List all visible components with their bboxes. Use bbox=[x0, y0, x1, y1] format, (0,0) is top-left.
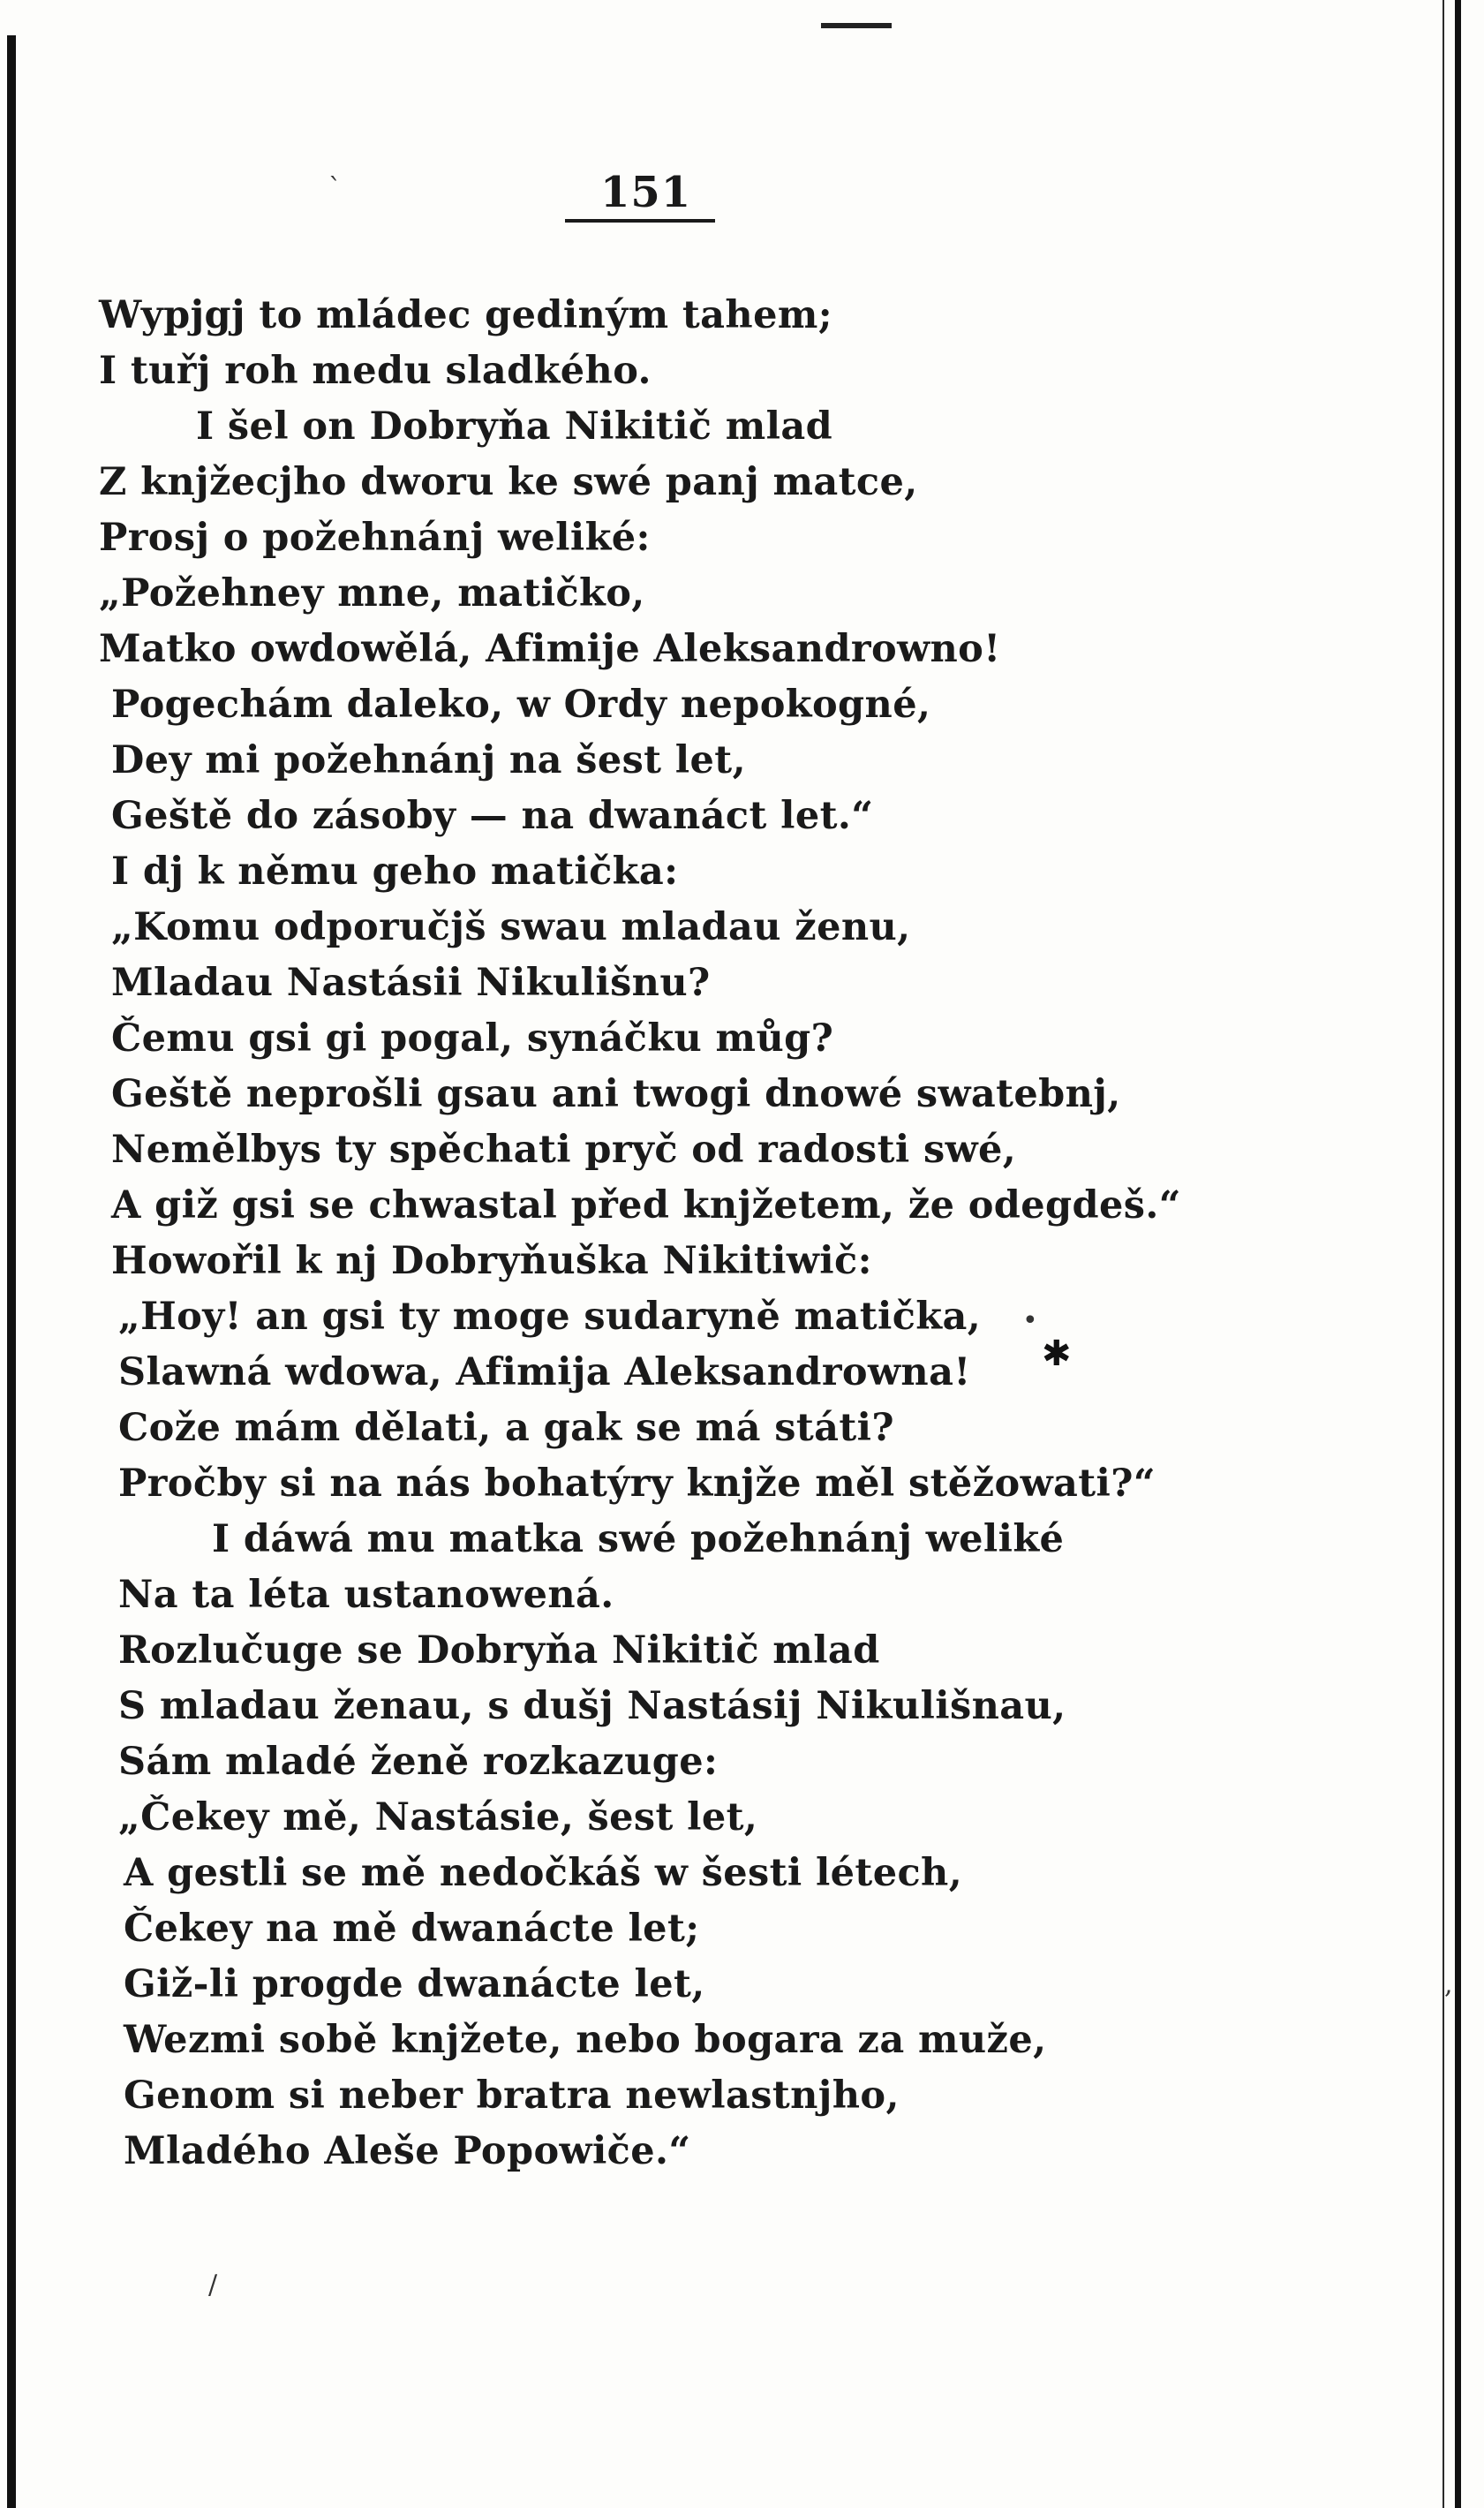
poem-line: Cože mám dělati, a gak se má státi? bbox=[118, 1406, 894, 1450]
page-right-edge-shadow bbox=[1455, 0, 1461, 2508]
page-number-underline bbox=[565, 219, 715, 223]
poem-line: Slawná wdowa, Afimija Aleksandrowna! bbox=[118, 1350, 971, 1394]
stray-ink-blot: ✱ bbox=[1042, 1333, 1072, 1374]
poem-line: Čekey na mě dwanácte let; bbox=[124, 1907, 700, 1951]
poem-line: „Komu odporučjš swau mladau ženu, bbox=[111, 905, 911, 949]
poem-line: Mladého Aleše Popowiče.“ bbox=[124, 2129, 691, 2173]
poem-line: „Hoy! an gsi ty moge sudaryně matička, bbox=[118, 1295, 982, 1339]
poem-line: Giž-li progde dwanácte let, bbox=[124, 1962, 705, 2006]
stray-ink-mark: / bbox=[208, 2270, 218, 2300]
poem-line: Nemělbys ty spěchati pryč od radosti swé, bbox=[111, 1128, 1017, 1172]
poem-line: Pročby si na nás bohatýry knjže měl stěžowati?“ bbox=[118, 1462, 1156, 1506]
poem-line: Geště neprošli gsau ani twogi dnowé swatebnj, bbox=[111, 1072, 1121, 1116]
poem-line: Na ta léta ustanowená. bbox=[118, 1573, 614, 1617]
stray-ink-mark: ˋ bbox=[328, 173, 342, 204]
poem-line: Matko owdowělá, Afimije Aleksandrowno! bbox=[99, 627, 1001, 671]
poem-line: I dáwá mu matka swé požehnánj weliké bbox=[212, 1517, 1065, 1561]
poem-line: S mladau ženau, s dušj Nastásij Nikulišnau, bbox=[118, 1684, 1066, 1728]
poem-line: I dj k němu geho matička: bbox=[111, 850, 679, 894]
poem-line: „Čekey mě, Nastásie, šest let, bbox=[118, 1795, 758, 1839]
poem-line: Prosj o požehnánj weliké: bbox=[99, 516, 651, 560]
poem-line: Geště do zásoby — na dwanáct let.“ bbox=[111, 794, 874, 838]
poem-line: A gestli se mě nedočkáš w šesti létech, bbox=[124, 1851, 963, 1895]
poem-line: I šel on Dobryňa Nikitič mlad bbox=[196, 404, 833, 449]
poem-line: Howořil k nj Dobryňuška Nikitiwič: bbox=[111, 1239, 872, 1283]
poem-line: Dey mi požehnánj na šest let, bbox=[111, 738, 746, 782]
poem-line: Genom si neber bratra newlastnjho, bbox=[124, 2074, 900, 2118]
page-number: 151 bbox=[600, 168, 692, 217]
poem-line: Z knjžecjho dworu ke swé panj matce, bbox=[99, 460, 918, 504]
poem-line: Pogechám daleko, w Ordy nepokogné, bbox=[111, 683, 931, 727]
poem-line: Rozlučuge se Dobryňa Nikitič mlad bbox=[118, 1628, 880, 1673]
page-right-inner-line bbox=[1443, 0, 1444, 2508]
top-scan-mark bbox=[821, 23, 892, 28]
poem-line: A giž gsi se chwastal před knjžetem, že odegdeš.“ bbox=[111, 1183, 1181, 1228]
page-left-edge-shadow bbox=[7, 35, 16, 2508]
poem-line: I tuřj roh medu sladkého. bbox=[99, 349, 652, 393]
stray-ink-mark: • bbox=[1022, 1305, 1038, 1336]
poem-line: Wezmi sobě knjžete, nebo bogara za muže, bbox=[124, 2018, 1047, 2062]
poem-line: Mladau Nastásii Nikulišnu? bbox=[111, 961, 711, 1005]
poem-line: Sám mladé ženě rozkazuge: bbox=[118, 1740, 719, 1784]
stray-ink-mark: , bbox=[1444, 1969, 1453, 2000]
poem-line: „Požehney mne, matičko, bbox=[99, 571, 645, 616]
poem-line: Čemu gsi gi pogal, synáčku můg? bbox=[111, 1016, 834, 1061]
poem-line: Wypjgj to mládec gediným tahem; bbox=[99, 293, 832, 337]
